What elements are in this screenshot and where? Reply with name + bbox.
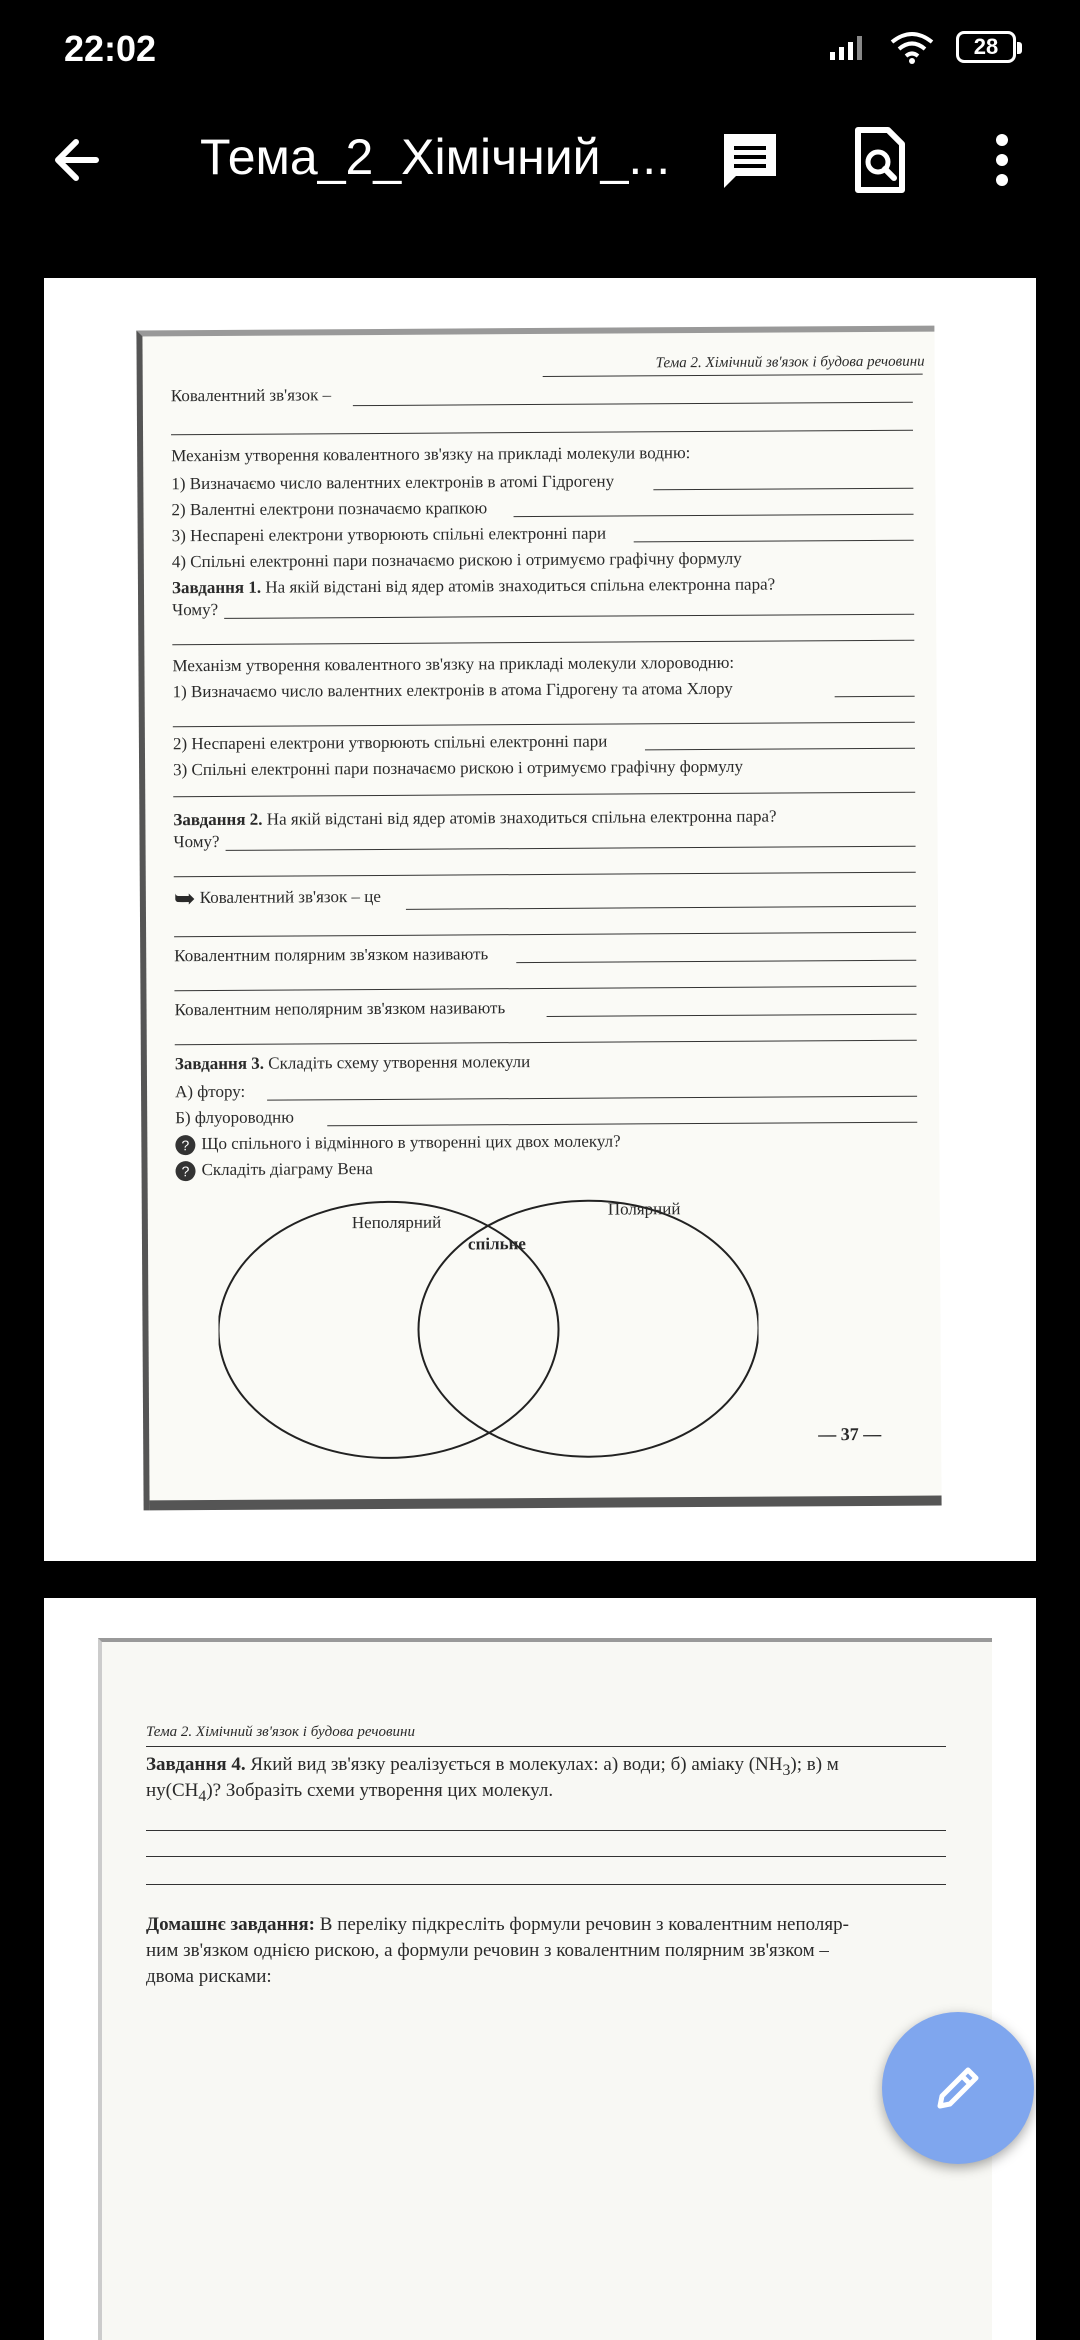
status-bar	[0, 0, 1080, 100]
answer-rule	[174, 872, 916, 878]
wifi-icon	[890, 30, 934, 64]
answer-rule	[516, 960, 916, 963]
task-4-label: Завдання 4.	[146, 1754, 246, 1775]
text-line: Механізм утворення ковалентного зв'язку на прикладі молекули хлороводню:	[172, 652, 735, 676]
text-line: 2) Неспарені електрони утворюють спільні електронні пари	[172, 731, 608, 754]
page-header: Тема 2. Хімічний зв'язок і будова речовини	[146, 1724, 415, 1740]
header-rule	[146, 1746, 946, 1747]
answer-rule	[224, 614, 914, 619]
edit-pencil-icon	[928, 2058, 988, 2118]
text-line: 1) Визначаємо число валентних електронів в атома Гідрогену та атома Хлору	[172, 678, 733, 702]
answer-rule	[835, 696, 915, 697]
battery-icon	[956, 31, 1016, 63]
answer-rule	[653, 488, 913, 491]
question-line	[175, 1159, 373, 1181]
status-icons	[828, 30, 1016, 64]
task-4-line-2	[146, 1780, 553, 1806]
text-line: 1) Визначаємо число валентних електронів в атомі Гідрогену	[171, 471, 615, 494]
task-1-text: На якій відстані від ядер атомів знаходиться спільна електронна пара?	[265, 574, 776, 597]
task-3-line	[175, 1052, 530, 1074]
homework-line-2: ним зв'язком однією рискою, а формули речовин з ковалентним полярним зв'язком –	[146, 1940, 829, 1961]
task-1-label: Завдання 1.	[171, 577, 262, 598]
answer-rule	[146, 1856, 946, 1857]
task-4-text-end: ); в) м	[790, 1754, 839, 1775]
question-text: Що спільного і відмінного в утворенні цих двох молекул?	[201, 1131, 621, 1154]
answer-rule	[406, 906, 916, 910]
answer-rule	[645, 748, 915, 751]
text-line: Механізм утворення ковалентного зв'язку на прикладі молекули водню:	[171, 443, 691, 466]
task-3-label: Завдання 3.	[174, 1053, 265, 1074]
answer-rule	[226, 846, 916, 851]
task-3-text: Складіть схему утворення молекули	[268, 1052, 531, 1073]
answer-rule	[174, 932, 916, 938]
definition-text: Ковалентний зв'язок – це	[199, 886, 381, 907]
venn-label-left: Неполярний	[351, 1212, 442, 1233]
subscript: 3	[782, 1761, 791, 1779]
answer-rule	[172, 640, 914, 646]
text-line: 3) Спільні електронні пари позначаємо рискою і отримуємо графічну формулу	[173, 756, 744, 780]
task-2-text: На якій відстані від ядер атомів знаходиться спільна електронна пара?	[266, 806, 777, 829]
homework-line	[146, 1914, 849, 1936]
arrow-icon: ➥	[173, 884, 196, 914]
answer-rule	[173, 792, 915, 798]
header-rule	[543, 374, 923, 377]
question-icon: ?	[175, 1161, 195, 1181]
task-4-line-2-end: )? Зобразіть схеми утворення цих молекул.	[206, 1780, 554, 1801]
status-time: 22:02	[64, 28, 157, 69]
answer-rule	[174, 986, 916, 992]
question-line	[175, 1132, 620, 1156]
task-2-label: Завдання 2.	[173, 809, 263, 830]
text-line: 3) Неспарені електрони утворюють спільні електронні пари	[171, 523, 607, 546]
pdf-page-2[interactable]	[44, 1598, 1036, 2340]
answer-rule	[173, 722, 915, 728]
task-2-line	[173, 807, 776, 831]
find-in-page-icon[interactable]	[846, 126, 914, 194]
homework-line-3: двома рисками:	[146, 1966, 272, 1987]
scanned-worksheet	[136, 326, 941, 1511]
subscript: 4	[198, 1787, 207, 1805]
answer-rule	[327, 1122, 917, 1127]
text-line: 4) Спільні електронні пари позначаємо рискою і отримуємо графічну формулу	[171, 548, 742, 572]
task-1-line	[172, 575, 775, 599]
page-number-value: 37	[840, 1424, 859, 1445]
text-line: Ковалентним неполярним зв'язком називають	[174, 998, 506, 1020]
answer-rule	[146, 1830, 946, 1831]
answer-rule	[175, 1040, 917, 1046]
task-4-line	[146, 1754, 839, 1780]
task-4-line-2-text: ну(CH	[146, 1780, 199, 1801]
signal-icon	[828, 32, 868, 62]
scan-edge	[150, 1496, 942, 1511]
question-text: Складіть діаграму Вена	[201, 1159, 373, 1180]
homework-label: Домашнє завдання:	[146, 1914, 316, 1935]
answer-rule	[146, 1884, 946, 1885]
homework-text: В переліку підкресліть формули речовин з ковалентним неполяр-	[319, 1914, 849, 1935]
text-line: Чому?	[173, 831, 220, 852]
document-title: Тема_2_Хімічний_...	[200, 129, 671, 185]
venn-label-right: Полярний	[607, 1199, 681, 1219]
edit-fab-button[interactable]	[882, 2012, 1034, 2164]
text-line: А) фтору:	[174, 1081, 246, 1102]
answer-rule	[514, 514, 914, 517]
comment-icon[interactable]	[716, 126, 784, 194]
answer-rule	[353, 402, 913, 406]
battery-level: 28	[973, 34, 999, 59]
question-icon: ?	[175, 1135, 195, 1155]
venn-label-middle: спільне	[467, 1234, 526, 1254]
more-vert-icon[interactable]	[982, 126, 1022, 194]
answer-rule	[547, 1014, 917, 1017]
back-arrow-icon[interactable]	[46, 128, 110, 192]
task-4-text: Який вид зв'язку реалізується в молекулах: а) води; б) аміаку (NH	[250, 1754, 783, 1775]
definition-line	[174, 883, 381, 914]
text-line: Б) флуороводню	[175, 1107, 294, 1128]
app-bar	[0, 100, 1080, 220]
text-line: Ковалентний зв'язок –	[170, 385, 332, 406]
answer-rule	[267, 1096, 917, 1101]
scanned-worksheet-2	[98, 1638, 992, 2340]
page-header: Тема 2. Хімічний зв'язок і будова речовини	[655, 353, 925, 372]
answer-rule	[171, 430, 913, 436]
page-number: — 37 —	[818, 1423, 882, 1445]
text-line: Ковалентним полярним зв'язком називають	[174, 944, 489, 966]
answer-rule	[634, 540, 914, 543]
text-line: Чому?	[172, 599, 219, 620]
pdf-page-1[interactable]	[44, 278, 1036, 1561]
text-line: 2) Валентні електрони позначаємо крапкою	[171, 498, 488, 520]
